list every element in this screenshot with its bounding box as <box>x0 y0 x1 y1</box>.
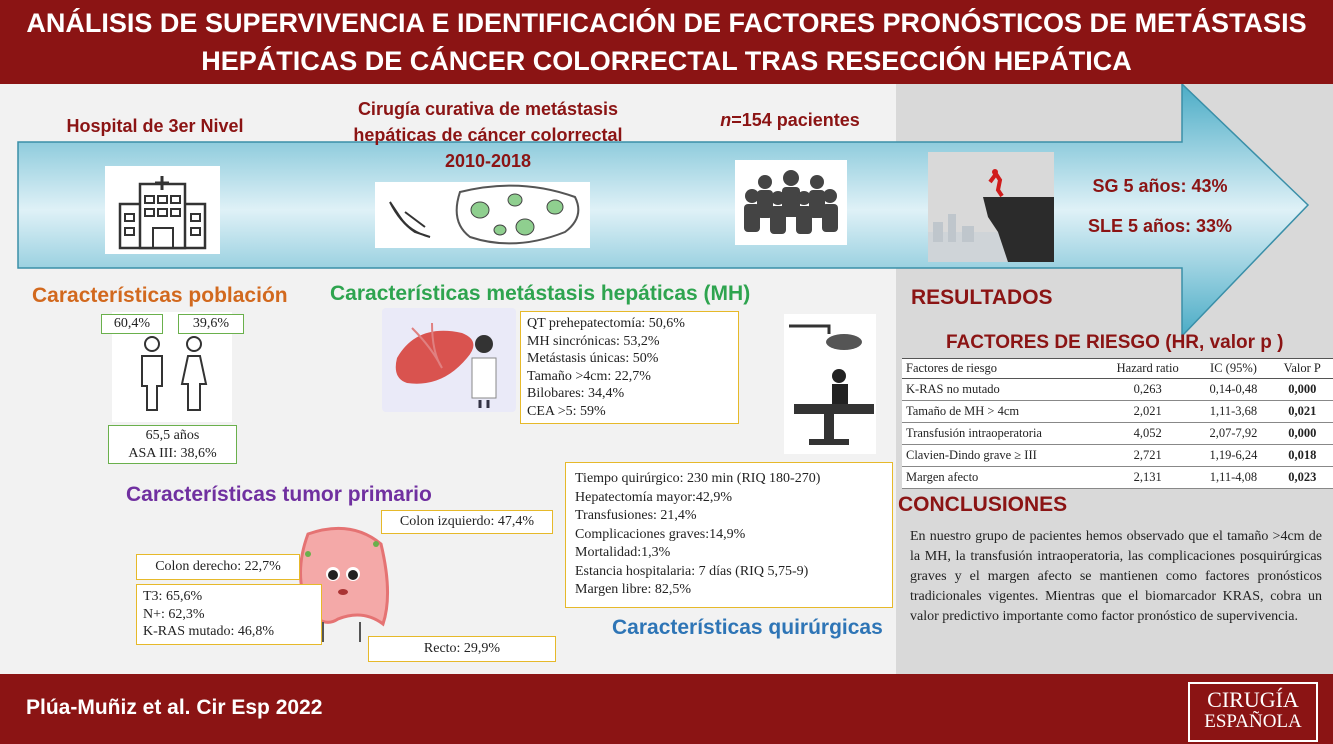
mh-item: QT prehepatectomía: 50,6% <box>527 316 685 331</box>
age-asa-box <box>108 425 237 464</box>
risk-col-header: Hazard ratio <box>1100 359 1195 379</box>
n-symbol: n <box>720 110 732 130</box>
survival-cliff-icon <box>928 152 1054 262</box>
colon-izquierdo-box: Colon izquierdo: 47,4% <box>381 510 553 534</box>
asa-value: ASA III: 38,6% <box>128 445 217 461</box>
risk-hr: 0,263 <box>1100 379 1195 401</box>
risk-p: 0,021 <box>1272 401 1333 423</box>
logo-line-2: ESPAÑOLA <box>1204 711 1302 732</box>
operating-room-icon <box>784 314 876 454</box>
sg-5yr: SG 5 años: 43% <box>1092 176 1228 196</box>
risk-ic: 2,07-7,92 <box>1195 423 1271 445</box>
liver-surgery-icon <box>375 182 590 248</box>
journal-logo <box>1188 682 1318 742</box>
male-pct: 60,4% <box>101 314 163 334</box>
sle-5yr: SLE 5 años: 33% <box>1087 216 1233 236</box>
risk-col-header: Factores de riesgo <box>902 359 1100 379</box>
risk-col-header: IC (95%) <box>1195 359 1271 379</box>
colon-derecho-box: Colon derecho: 22,7% <box>136 554 300 580</box>
kras-value: K-RAS mutado: 46,8% <box>143 624 275 639</box>
risk-row <box>902 445 1333 467</box>
mh-item: Metástasis únicas: 50% <box>527 351 659 366</box>
surgery-line-1: Cirugía curativa de metástasis <box>357 99 619 119</box>
citation: Plúa-Muñiz et al. Cir Esp 2022 <box>26 696 323 719</box>
risk-hr: 2,721 <box>1100 445 1195 467</box>
risk-factor: Transfusión intraoperatoria <box>902 423 1100 445</box>
conclusiones-title: CONCLUSIONES <box>898 493 1068 516</box>
hospital-label: Hospital de 3er Nivel <box>66 116 244 136</box>
surgery-period: 2010-2018 <box>444 151 532 171</box>
risk-row <box>902 423 1333 445</box>
quir-item: Tiempo quirúrgico: 230 min (RIQ 180-270) <box>575 471 821 486</box>
mh-title: Características metástasis hepáticas (MH) <box>330 282 751 305</box>
n-value: N+: 62,3% <box>143 606 205 622</box>
resultados-title: RESULTADOS <box>911 286 1053 309</box>
risk-row <box>902 467 1333 489</box>
footer-bar <box>0 674 1333 744</box>
title-line-1: ANÁLISIS DE SUPERVIVENCIA E IDENTIFICACIÓN DE FACTORES PRONÓSTICOS DE METÁSTASIS <box>26 8 1307 38</box>
risk-table <box>902 358 1333 489</box>
risk-ic: 1,19-6,24 <box>1195 445 1271 467</box>
risk-p: 0,018 <box>1272 445 1333 467</box>
quir-item: Complicaciones graves:14,9% <box>575 526 746 542</box>
quirurgicas-box <box>565 462 893 608</box>
patients-count: =154 pacientes <box>731 110 860 130</box>
risk-factor: K-RAS no mutado <box>902 379 1100 401</box>
quir-item: Mortalidad:1,3% <box>575 545 671 560</box>
risk-ic: 0,14-0,48 <box>1195 379 1271 401</box>
hospital-icon <box>105 166 220 254</box>
risk-hr: 2,131 <box>1100 467 1195 489</box>
risk-factor: Clavien-Dindo grave ≥ III <box>902 445 1100 467</box>
risk-factor: Margen afecto <box>902 467 1100 489</box>
mh-item: Bilobares: 34,4% <box>527 386 625 401</box>
surgery-label <box>318 96 658 174</box>
title-line-2: HEPÁTICAS DE CÁNCER COLORRECTAL TRAS RESECCIÓN HEPÁTICA <box>201 46 1132 76</box>
risk-col-header: Valor P <box>1272 359 1333 379</box>
risk-p: 0,000 <box>1272 379 1333 401</box>
quir-item: Estancia hospitalaria: 7 días (RIQ 5,75-9) <box>575 563 809 579</box>
t3-value: T3: 65,6% <box>143 589 203 604</box>
risk-factor: Tamaño de MH > 4cm <box>902 401 1100 423</box>
risk-hr: 4,052 <box>1100 423 1195 445</box>
risk-row <box>902 379 1333 401</box>
mh-stats-box <box>520 311 739 424</box>
quirurgicas-title: Características quirúrgicas <box>612 616 883 639</box>
logo-line-1: CIRUGÍA <box>1207 687 1299 712</box>
crowd-icon <box>735 160 847 245</box>
mh-item: Tamaño >4cm: 22,7% <box>527 368 651 384</box>
risk-p: 0,023 <box>1272 467 1333 489</box>
female-pct: 39,6% <box>178 314 244 334</box>
surgery-line-2: hepáticas de cáncer colorrectal <box>353 125 623 145</box>
risk-ic: 1,11-3,68 <box>1195 401 1271 423</box>
tumor-stats-box <box>136 584 322 645</box>
risk-table-header <box>902 359 1333 379</box>
risk-p: 0,000 <box>1272 423 1333 445</box>
recto-box: Recto: 29,9% <box>368 636 556 662</box>
risk-hr: 2,021 <box>1100 401 1195 423</box>
risk-table-wrap <box>902 358 1333 489</box>
quir-item: Hepatectomía mayor:42,9% <box>575 489 733 505</box>
risk-row <box>902 401 1333 423</box>
patients-label <box>690 110 890 131</box>
quir-item: Transfusiones: 21,4% <box>575 508 697 523</box>
mh-item: MH sincrónicas: 53,2% <box>527 333 660 349</box>
factores-title: FACTORES DE RIESGO (HR, valor p ) <box>946 332 1284 353</box>
age-value: 65,5 años <box>145 428 200 443</box>
poblacion-title: Características población <box>32 284 288 307</box>
tumor-title: Características tumor primario <box>126 483 432 506</box>
risk-ic: 1,11-4,08 <box>1195 467 1271 489</box>
quir-item: Margen libre: 82,5% <box>575 582 691 597</box>
conclusiones-text: En nuestro grupo de pacientes hemos observado que el tamaño >4cm de la MH, la transfusión intraoperatoria, las complicaciones posquirúrgicas graves y el margen afecto se mantienen como factores pronósticos tradicionales vigentes. Mientras que el biomarcador KRAS, cobra un valor predictivo importante como factor pronóstico de supervivencia. <box>910 529 1322 624</box>
mh-item: CEA >5: 59% <box>527 403 606 419</box>
title-banner <box>0 0 1333 84</box>
liver-doctor-icon <box>382 308 516 412</box>
